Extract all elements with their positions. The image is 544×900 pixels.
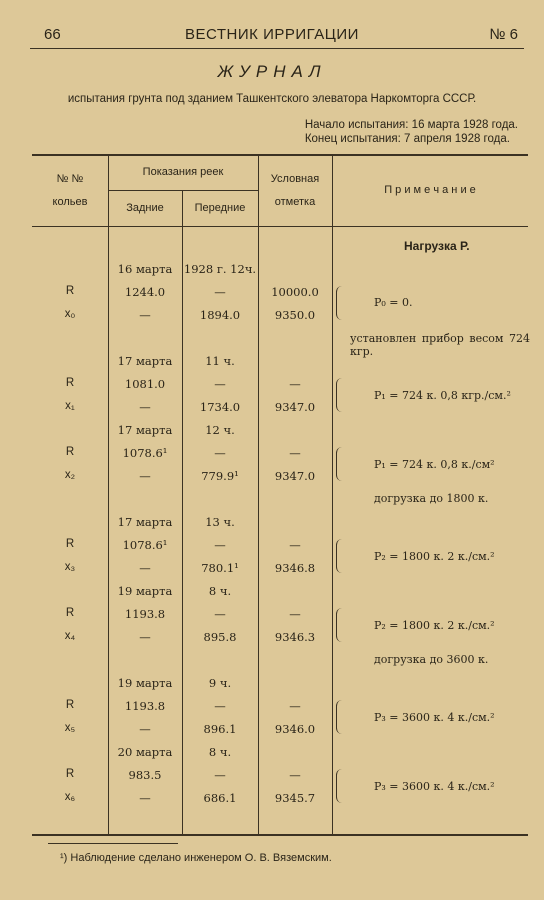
stake-label: x₄ [64,630,76,642]
mark-value: — [289,607,301,621]
note: P₁ = 724 к. 0,8 кгр./см.² [374,389,511,402]
note: установлен прибор весом 724 кгр. [350,332,530,358]
front-reading: — [214,699,226,713]
back-reading: 1193.8 [124,607,166,621]
mark-value: 9345.7 [274,791,316,805]
footnote: ¹) Наблюдение сделано инженером О. В. Вяземским. [60,852,332,864]
note: P₂ = 1800 к. 2 к./см.² [374,619,495,632]
stake-label: R [65,538,75,550]
page-subtitle: испытания грунта под зданием Ташкентского элеватора Наркомторга СССР. [67,93,477,105]
front-reading: — [214,768,226,782]
row-brace [336,286,345,320]
mark-value: 9346.0 [274,722,316,736]
row-date: 17 марта [117,515,173,529]
front-reading: 896.1 [203,722,237,736]
stake-label: R [65,607,75,619]
header-back: Задние [126,202,164,214]
header-bottom-rule [32,226,528,227]
back-reading: — [139,469,151,483]
back-reading: — [139,308,151,322]
note: P₂ = 1800 к. 2 к./см.² [374,550,495,563]
row-time: 13 ч. [205,515,235,529]
note: P₃ = 3600 к. 4 к./см.² [374,711,495,724]
stake-label: x₂ [64,469,76,481]
row-time: 11 ч. [205,354,235,368]
mark-value: 10000.0 [271,285,319,299]
stake-label: R [65,768,75,780]
mark-value: 9347.0 [274,469,316,483]
row-brace [336,769,345,803]
front-reading: 686.1 [203,791,237,805]
row-time: 9 ч. [208,676,232,690]
header-rule [30,48,524,49]
stake-label: x₃ [64,561,76,573]
mark-value: 9347.0 [274,400,316,414]
row-time: 1928 г. 12ч. [183,262,257,276]
header-notes: П р и м е ч а н и е [384,184,476,196]
back-reading: — [139,722,151,736]
front-reading: — [214,607,226,621]
row-brace [336,700,345,734]
row-date: 19 марта [117,584,173,598]
back-reading: — [139,400,151,414]
front-reading: 780.1¹ [201,561,239,575]
mark-value: — [289,377,301,391]
stake-label: x₆ [64,791,76,803]
row-time: 8 ч. [208,584,232,598]
mark-value: 9346.8 [274,561,316,575]
front-reading: — [214,538,226,552]
header-front: Передние [194,202,246,214]
column-divider [332,156,333,834]
front-reading: 779.9¹ [201,469,239,483]
row-brace [336,447,345,481]
stake-label: x₅ [64,722,76,734]
test-table [32,154,528,836]
stake-label: R [65,446,75,458]
row-date: 17 марта [117,423,173,437]
back-reading: — [139,791,151,805]
header-stakes: кольев [52,196,88,208]
row-date: 20 марта [117,745,173,759]
back-reading: 1193.8 [124,699,166,713]
note: догрузка до 1800 к. [374,492,489,505]
back-reading: 1078.6¹ [122,538,168,552]
row-date: 19 марта [117,676,173,690]
stake-label: R [65,285,75,297]
header-mark: Условная [270,173,320,185]
note: P₀ = 0. [374,296,413,309]
back-reading: — [139,630,151,644]
front-reading: — [214,446,226,460]
mark-value: 9346.3 [274,630,316,644]
front-reading: 1734.0 [199,400,241,414]
test-dates [305,118,518,146]
back-reading: — [139,561,151,575]
mark-value: — [289,768,301,782]
stake-label: R [65,699,75,711]
back-reading: 1081.0 [124,377,166,391]
front-reading: — [214,377,226,391]
row-brace [336,608,345,642]
header-readings: Показания реек [142,166,224,178]
header-mark-2: отметка [274,196,316,208]
stake-label: R [65,377,75,389]
note: P₃ = 3600 к. 4 к./см.² [374,780,495,793]
row-date: 16 марта [117,262,173,276]
header-number: № № [56,173,84,185]
row-time: 12 ч. [205,423,235,437]
mark-value: — [289,699,301,713]
stake-label: x₀ [64,308,76,320]
note: P₁ = 724 к. 0,8 к./см² [374,458,495,471]
row-brace [336,539,345,573]
back-reading: 983.5 [128,768,162,782]
mark-value: 9350.0 [274,308,316,322]
issue-number: № 6 [489,26,518,43]
end-date: Конец испытания: 7 апреля 1928 года. [304,133,510,145]
mark-value: — [289,538,301,552]
back-reading: 1244.0 [124,285,166,299]
journal-name: ВЕСТНИК ИРРИГАЦИИ [185,26,359,43]
note: догрузка до 3600 к. [374,653,489,666]
front-reading: — [214,285,226,299]
row-time: 8 ч. [208,745,232,759]
page-title: ЖУРНАЛ [217,62,327,81]
footnote-rule [48,843,178,844]
front-reading: 895.8 [203,630,237,644]
row-brace [336,378,345,412]
running-header [0,26,544,48]
start-date: Начало испытания: 16 марта 1928 года. [304,119,518,131]
mark-value: — [289,446,301,460]
load-title: Нагрузка Р. [404,239,470,253]
page-number: 66 [44,26,61,43]
front-reading: 1894.0 [199,308,241,322]
stake-label: x₁ [65,400,75,412]
row-date: 17 марта [117,354,173,368]
back-reading: 1078.6¹ [122,446,168,460]
header-divider [108,190,258,191]
